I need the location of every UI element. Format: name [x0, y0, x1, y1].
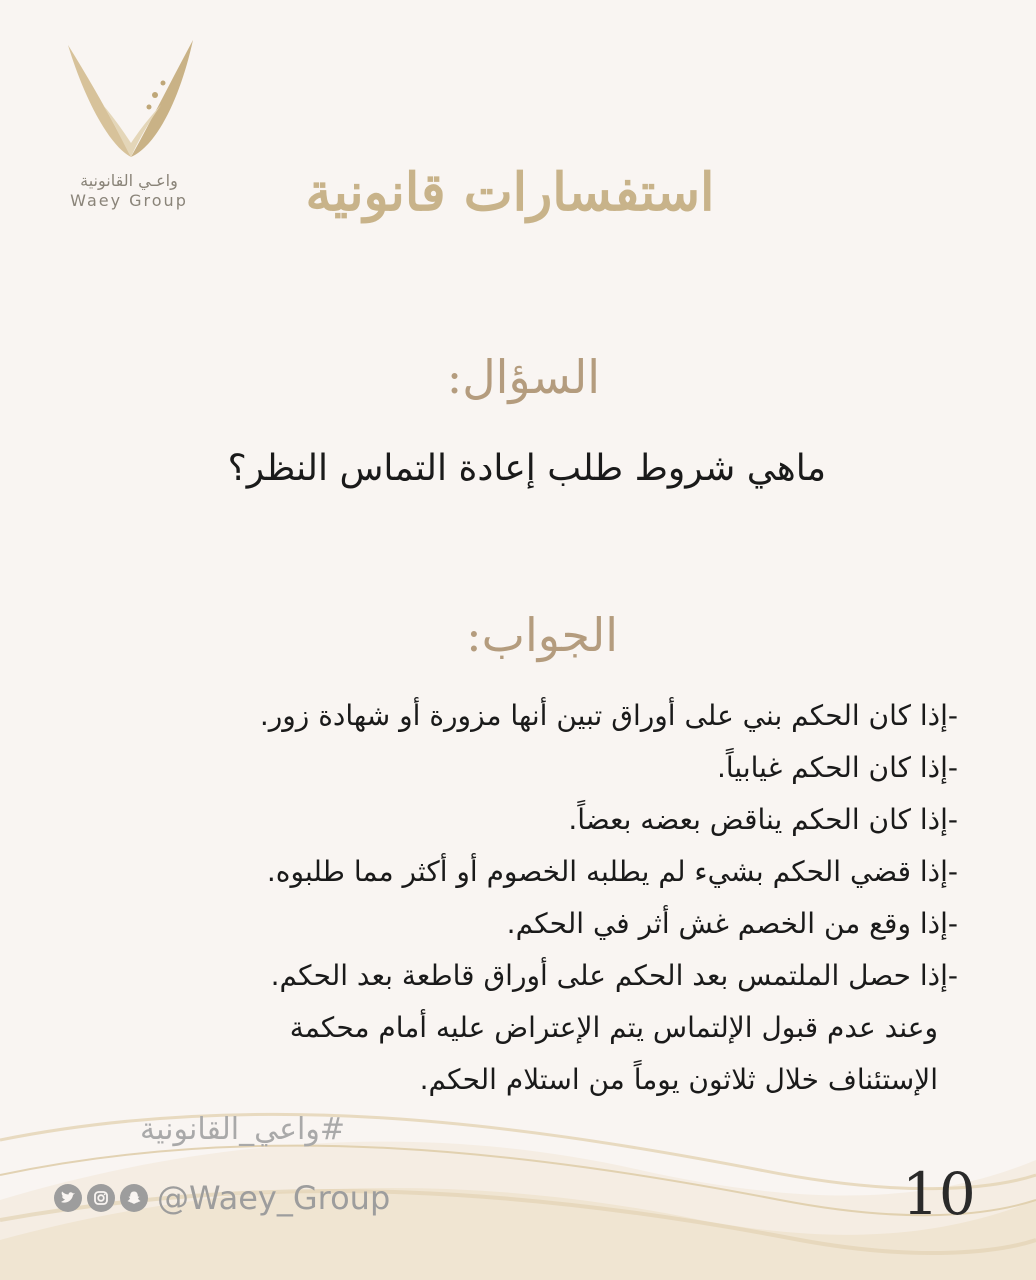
page-number: 10: [902, 1160, 976, 1228]
instagram-icon[interactable]: [87, 1184, 115, 1212]
hashtag: #واعي_القانونية: [140, 1112, 345, 1147]
logo-mark-icon: [63, 35, 198, 165]
logo: [55, 35, 205, 215]
answer-label: الجواب:: [466, 608, 618, 662]
twitter-icon[interactable]: [54, 1184, 82, 1212]
answer-note-line: الإستئناف خلال ثلاثون يوماً من استلام الحكم.: [419, 1063, 938, 1096]
answer-item: -إذا وقع من الخصم غش أثر في الحكم.: [506, 907, 958, 940]
snapchat-icon[interactable]: [120, 1184, 148, 1212]
page-title: استفسارات قانونية: [305, 162, 715, 223]
answer-item: -إذا حصل الملتمس بعد الحكم على أوراق قاطعة بعد الحكم.: [270, 959, 958, 992]
answer-item: -إذا كان الحكم يناقض بعضه بعضاً.: [568, 803, 958, 836]
answer-note: [290, 1002, 938, 1106]
logo-english-text: Waey Group: [70, 191, 188, 210]
answer-item: -إذا كان الحكم بني على أوراق تبين أنها مزورة أو شهادة زور.: [259, 699, 958, 732]
question-label: السؤال:: [446, 350, 600, 404]
answer-note-line: وعند عدم قبول الإلتماس يتم الإعتراض عليه أمام محكمة: [289, 1011, 938, 1044]
logo-arabic-text: واعـي القانونية: [80, 171, 178, 190]
answer-list: [78, 690, 958, 1002]
answer-item: -إذا قضي الحكم بشيء لم يطلبه الخصوم أو أكثر مما طلبوه.: [266, 855, 958, 888]
question-text: ماهي شروط طلب إعادة التماس النظر؟: [227, 448, 826, 489]
social-handle[interactable]: @Waey_Group: [157, 1179, 391, 1217]
answer-item: -إذا كان الحكم غيابياً.: [716, 751, 958, 784]
social-bar: [54, 1176, 390, 1220]
